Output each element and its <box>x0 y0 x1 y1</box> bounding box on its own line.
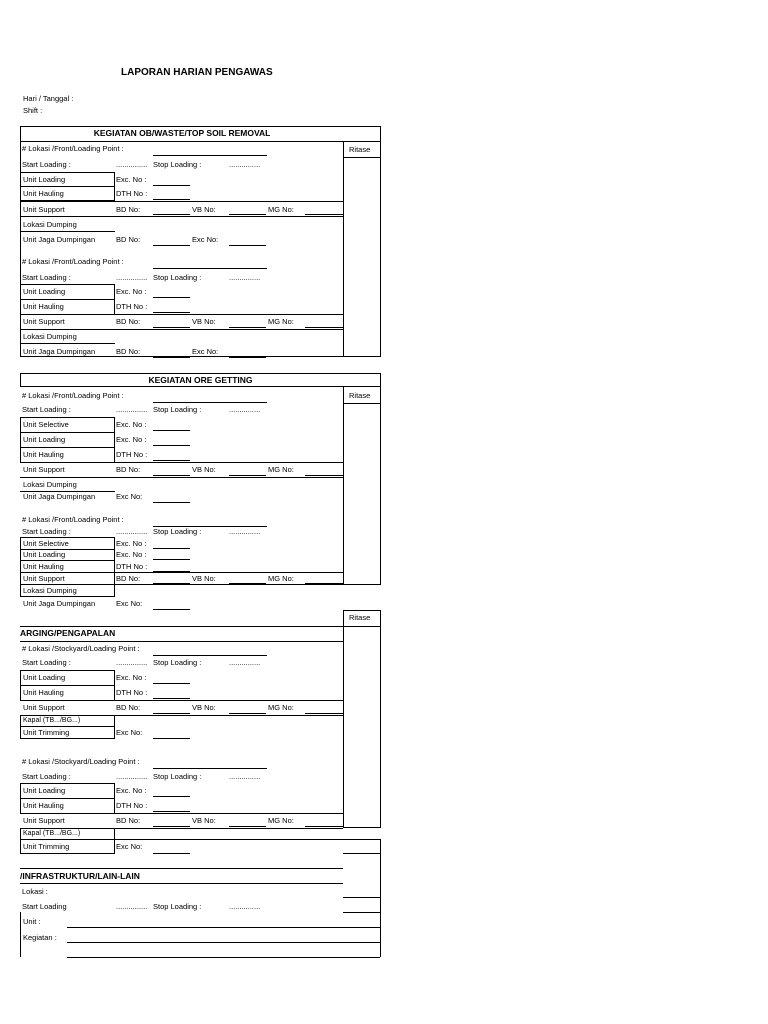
exc-no-label: Exc. No : <box>116 435 147 444</box>
kegiatan-label: Kegiatan : <box>23 933 57 942</box>
start-loading-dots: ............... <box>116 160 148 169</box>
stop-loading-dots: ............... <box>229 405 261 414</box>
stop-loading-label: Stop Loading : <box>153 772 202 781</box>
exc-no-label: Exc No: <box>116 599 143 608</box>
unit-loading-label: Unit Loading <box>23 673 66 682</box>
unit-loading-label: Unit Loading <box>23 435 66 444</box>
mg-no-label: MG No: <box>268 465 294 474</box>
exc-no-label: Exc. No : <box>116 420 147 429</box>
exc-no-label: Exc. No : <box>116 175 147 184</box>
vb-no-label: VB No: <box>192 574 216 583</box>
unit-hauling-label: Unit Hauling <box>23 688 64 697</box>
unit-loading-label: Unit Loading <box>23 786 66 795</box>
lokasi-dumping-label: Lokasi Dumping <box>23 220 77 229</box>
unit-trimming-label: Unit Trimming <box>23 842 70 851</box>
lokasi-stockyard-field[interactable] <box>153 655 267 656</box>
lokasi-dumping-label: Lokasi Dumping <box>23 332 77 341</box>
bd-no-label: BD No: <box>116 205 141 214</box>
bd-no-label: BD No: <box>116 465 141 474</box>
dth-no-label: DTH No : <box>116 189 148 198</box>
stop-loading-dots: ............... <box>229 527 261 536</box>
start-loading-label: Start Loading : <box>22 772 71 781</box>
lokasi-stockyard-label: # Lokasi /Stockyard/Loading Point : <box>22 757 140 766</box>
exc-no-label: Exc No: <box>116 728 143 737</box>
dth-no-label: DTH No : <box>116 302 148 311</box>
ritase-label: Ritase <box>349 145 371 154</box>
ritase-label: Ritase <box>349 613 371 622</box>
start-loading-label: Start Loading : <box>22 658 71 667</box>
unit-hauling-label: Unit Hauling <box>23 562 64 571</box>
bd-no-label: BD No: <box>116 816 141 825</box>
lokasi-stockyard-label: # Lokasi /Stockyard/Loading Point : <box>22 644 140 653</box>
stop-loading-label: Stop Loading : <box>153 273 202 282</box>
unit-selective-label: Unit Selective <box>23 420 69 429</box>
shift-label: Shift : <box>23 106 43 115</box>
stop-loading-label: Stop Loading : <box>153 902 202 911</box>
unit-support-label: Unit Support <box>23 816 65 825</box>
dth-no-label: DTH No : <box>116 562 148 571</box>
mg-no-label: MG No: <box>268 205 294 214</box>
unit-trimming-label: Unit Trimming <box>23 728 70 737</box>
unit-loading-label: Unit Loading <box>23 287 66 296</box>
stop-loading-label: Stop Loading : <box>153 527 202 536</box>
lokasi-dumping-label: Lokasi Dumping <box>23 586 77 595</box>
vb-no-label: VB No: <box>192 816 216 825</box>
unit-loading-label: Unit Loading <box>23 175 66 184</box>
ritase-label: Ritase <box>349 391 371 400</box>
lokasi-front-field[interactable] <box>153 402 267 403</box>
unit-jaga-label: Unit Jaga Dumpingan <box>23 492 96 501</box>
exc-no-label: Exc. No : <box>116 550 147 559</box>
kegiatan-field[interactable] <box>67 942 380 943</box>
mg-no-label: MG No: <box>268 574 294 583</box>
stop-loading-label: Stop Loading : <box>153 405 202 414</box>
barging-section-header: ARGING/PENGAPALAN <box>20 628 116 638</box>
stop-loading-dots: ............... <box>229 658 261 667</box>
unit-field[interactable] <box>67 927 380 928</box>
unit-support-label: Unit Support <box>23 574 65 583</box>
unit-support-label: Unit Support <box>23 465 65 474</box>
ore-section-header: KEGIATAN ORE GETTING <box>148 375 253 385</box>
lokasi-front-field[interactable] <box>153 268 267 269</box>
unit-jaga-label: Unit Jaga Dumpingan <box>23 599 96 608</box>
exc-no-label: Exc No: <box>192 347 219 356</box>
stop-loading-label: Stop Loading : <box>153 160 202 169</box>
vb-no-label: VB No: <box>192 465 216 474</box>
vb-no-label: VB No: <box>192 317 216 326</box>
lokasi-stockyard-field[interactable] <box>153 768 267 769</box>
exc-no-label: Exc. No : <box>116 673 147 682</box>
stop-loading-dots: ............... <box>229 273 261 282</box>
vb-no-label: VB No: <box>192 703 216 712</box>
unit-loading-label: Unit Loading <box>23 550 66 559</box>
bd-no-label: BD No: <box>116 347 141 356</box>
kapal-label: Kapal (TB.../BG...) <box>23 717 81 724</box>
exc-no-label: Exc No: <box>116 492 143 501</box>
start-loading-dots: ............... <box>116 772 148 781</box>
exc-no-label: Exc. No : <box>116 786 147 795</box>
lokasi-front-label: # Lokasi /Front/Loading Point : <box>22 515 124 524</box>
stop-loading-dots: ............... <box>229 160 261 169</box>
kapal-label: Kapal (TB.../BG...) <box>23 830 81 837</box>
unit-label: Unit : <box>23 917 41 926</box>
hari-tanggal-label: Hari / Tanggal : <box>23 94 74 103</box>
unit-hauling-label: Unit Hauling <box>23 450 64 459</box>
lokasi-label: Lokasi : <box>22 887 48 896</box>
start-loading-label: Start Loading : <box>22 405 71 414</box>
stop-loading-dots: ............... <box>229 902 261 911</box>
start-loading-label: Start Loading : <box>22 527 71 536</box>
ritase-column <box>343 610 381 828</box>
lokasi-dumping-label: Lokasi Dumping <box>23 480 77 489</box>
start-loading-dots: ............... <box>116 405 148 414</box>
unit-selective-label: Unit Selective <box>23 539 69 548</box>
unit-hauling-label: Unit Hauling <box>23 189 64 198</box>
start-loading-dots: ............... <box>116 527 148 536</box>
mg-no-label: MG No: <box>268 816 294 825</box>
start-loading-label: Start Loading <box>22 902 67 911</box>
bd-no-label: BD No: <box>116 574 141 583</box>
document-title: LAPORAN HARIAN PENGAWAS <box>121 67 273 78</box>
unit-support-label: Unit Support <box>23 205 65 214</box>
exc-no-label: Exc. No : <box>116 539 147 548</box>
start-loading-dots: ............... <box>116 902 148 911</box>
start-loading-dots: ............... <box>116 273 148 282</box>
dth-no-label: DTH No : <box>116 450 148 459</box>
unit-hauling-label: Unit Hauling <box>23 302 64 311</box>
mg-no-label: MG No: <box>268 703 294 712</box>
stop-loading-label: Stop Loading : <box>153 658 202 667</box>
dth-no-label: DTH No : <box>116 801 148 810</box>
unit-jaga-label: Unit Jaga Dumpingan <box>23 235 96 244</box>
lokasi-front-label: # Lokasi /Front/Loading Point : <box>22 144 124 153</box>
start-loading-dots: ............... <box>116 658 148 667</box>
lokasi-front-label: # Lokasi /Front/Loading Point : <box>22 391 124 400</box>
ob-section-header: KEGIATAN OB/WASTE/TOP SOIL REMOVAL <box>93 128 271 138</box>
exc-no-label: Exc. No : <box>116 287 147 296</box>
exc-no-label: Exc No: <box>116 842 143 851</box>
start-loading-label: Start Loading : <box>22 273 71 282</box>
lokasi-front-label: # Lokasi /Front/Loading Point : <box>22 257 124 266</box>
unit-support-label: Unit Support <box>23 703 65 712</box>
unit-hauling-label: Unit Hauling <box>23 801 64 810</box>
unit-support-label: Unit Support <box>23 317 65 326</box>
bd-no-label: BD No: <box>116 235 141 244</box>
mg-no-label: MG No: <box>268 317 294 326</box>
dth-no-label: DTH No : <box>116 688 148 697</box>
bd-no-label: BD No: <box>116 317 141 326</box>
infra-section-header: /INFRASTRUKTUR/LAIN-LAIN <box>20 871 140 881</box>
unit-jaga-label: Unit Jaga Dumpingan <box>23 347 96 356</box>
lokasi-front-field[interactable] <box>153 155 267 156</box>
vb-no-label: VB No: <box>192 205 216 214</box>
exc-no-label: Exc No: <box>192 235 219 244</box>
stop-loading-dots: ............... <box>229 772 261 781</box>
bd-no-label: BD No: <box>116 703 141 712</box>
start-loading-label: Start Loading : <box>22 160 71 169</box>
